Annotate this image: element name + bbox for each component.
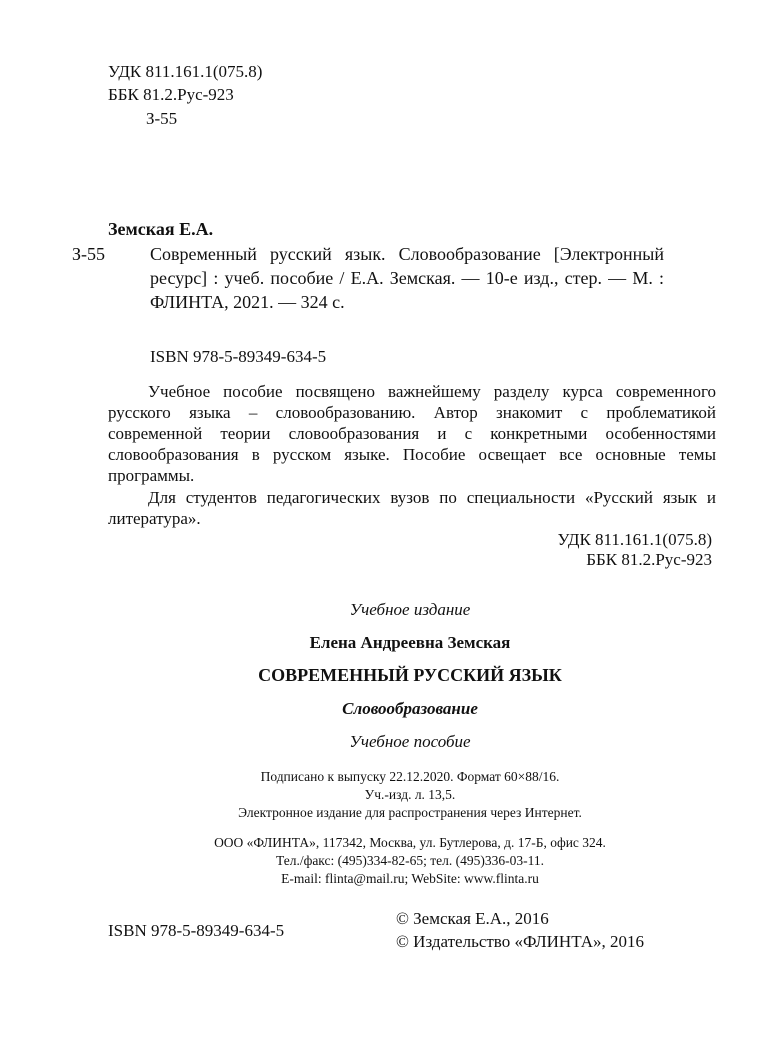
publisher-web: E-mail: flinta@mail.ru; WebSite: www.flinta.ru [281, 871, 539, 886]
audience-line-1: Для студентов педагогических вузов по специальности «Русский язык и [148, 488, 716, 507]
record-isbn: ISBN 978-5-89349-634-5 [150, 347, 327, 366]
audience-line-2: литература». [108, 509, 201, 528]
sheets-info: Уч.-изд. л. 13,5. [364, 787, 456, 802]
abstract-udk: УДК 811.161.1(075.8) [557, 530, 712, 549]
udk-code: УДК 811.161.1(075.8) [108, 62, 263, 81]
book-genre: Учебное пособие [349, 732, 471, 751]
signed-info: Подписано к выпуску 22.12.2020. Формат 60×88/16. [260, 769, 560, 784]
record-author: Земская Е.А. [108, 219, 214, 239]
abstract-line-3: современной теории словообразования и с конкретными особенностями [108, 424, 716, 443]
book-subtitle: Словообразование [342, 699, 478, 718]
record-mark: З-55 [72, 244, 106, 264]
record-description-line-3: ФЛИНТА, 2021. — 324 с. [150, 292, 345, 312]
author-mark: З-55 [146, 109, 178, 128]
publisher-address: ООО «ФЛИНТА», 117342, Москва, ул. Бутлерова, д. 17-Б, офис 324. [214, 835, 606, 850]
abstract-line-5: программы. [108, 466, 195, 485]
abstract-line-1: Учебное пособие посвящено важнейшему разделу курса современного [148, 382, 716, 401]
footer-isbn: ISBN 978-5-89349-634-5 [108, 921, 285, 940]
book-title: СОВРЕМЕННЫЙ РУССКИЙ ЯЗЫК [258, 665, 562, 685]
electronic-info: Электронное издание для распространения через Интернет. [238, 805, 582, 820]
record-description-line-1: Современный русский язык. Словообразование [Электронный [150, 244, 664, 264]
abstract-line-4: словообразования в русском языке. Пособие освещает все основные темы [108, 445, 716, 464]
abstract-line-2: русского языка – словообразованию. Автор знакомит с проблематикой [108, 403, 716, 422]
author-full-name: Елена Андреевна Земская [309, 633, 511, 652]
edition-type: Учебное издание [349, 600, 471, 619]
record-description-line-2: ресурс] : учеб. пособие / Е.А. Земская. — 10-е изд., стер. — М. : [150, 268, 664, 288]
copyright-author: © Земская Е.А., 2016 [396, 909, 549, 928]
publisher-phones: Тел./факс: (495)334-82-65; тел. (495)336-03-11. [275, 853, 544, 868]
copyright-publisher: © Издательство «ФЛИНТА», 2016 [396, 932, 645, 951]
abstract-bbk: ББК 81.2.Рус-923 [586, 550, 712, 569]
bbk-code: ББК 81.2.Рус-923 [108, 85, 234, 104]
